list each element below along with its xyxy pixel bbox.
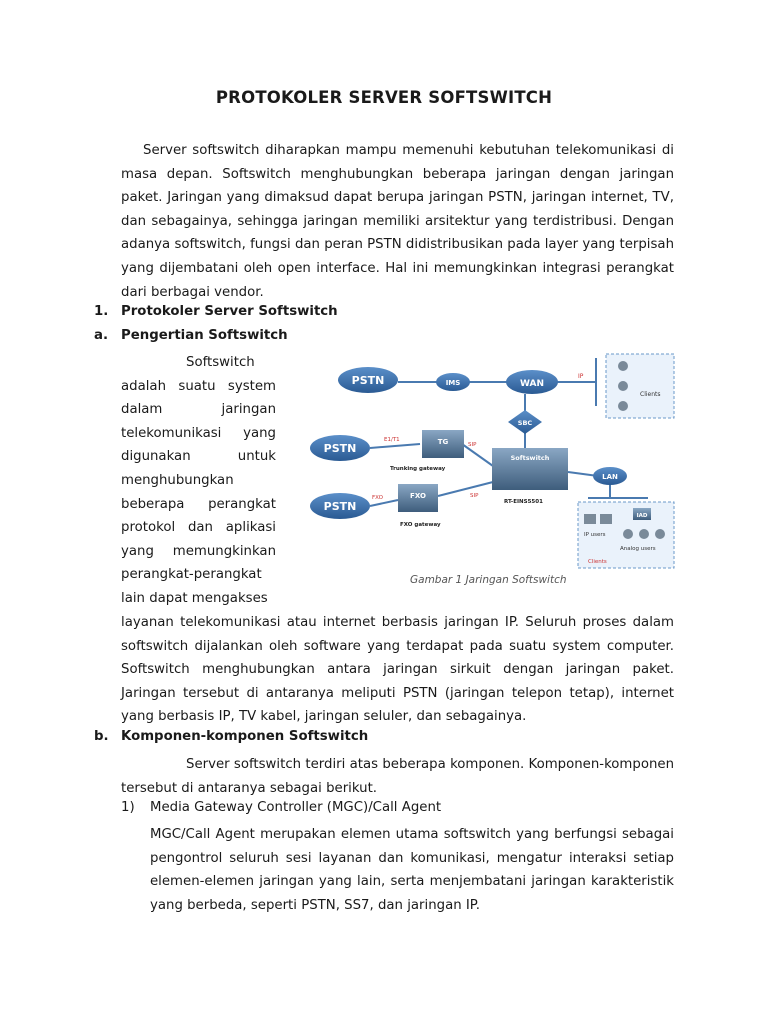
subsection-b-heading: Komponen-komponen Softswitch: [121, 729, 369, 744]
subsection-a-letter: a.: [94, 328, 109, 343]
mgc-description-paragraph: MGC/Call Agent merupakan elemen utama softswitch yang berfungsi sebagai pengontrol seluruh sesi layanan dan komunikasi, mengatur interaksi setiap elemen-elemen jaringan yang lain, serta menjembatani jaringan karakteristik yang berbeda, seperti PSTN, SS7, dan jaringan IP.: [150, 827, 674, 913]
wan-label: WAN: [519, 379, 545, 389]
trunking-gateway-label: Trunking gateway: [390, 466, 446, 472]
list-item-heading: Media Gateway Controller (MGC)/Call Agent: [150, 800, 442, 815]
subsection-a-heading: Pengertian Softswitch: [121, 328, 288, 343]
sbc-label: SBC: [517, 419, 533, 427]
tg-label: TG: [437, 438, 449, 446]
sip-top-label: SIP: [468, 442, 477, 448]
e1t1-link-label: E1/T1: [384, 437, 400, 443]
softswitch-continued-paragraph: layanan telekomunikasi atau internet berbasis jaringan IP. Seluruh proses dalam softswitch dijalankan oleh software yang terdapat pada suatu system computer. Softswitch menghubungkan antara jaringan sirkuit dengan jaringan paket. Jaringan tersebut di antaranya meliputi PSTN (jaringan telepon tetap), internet yang berbasis IP, TV kabel, jaringan seluler, dan sebagainya.: [121, 615, 674, 725]
sip-bottom-label: SIP: [470, 493, 479, 499]
fxo-label: FXO: [410, 492, 426, 500]
list-item-mgc: [121, 800, 441, 815]
softswitch-network-diagram: [288, 348, 678, 594]
softswitch-definition-paragraph: Softswitch adalah suatu system dalam jaringan telekomunikasi yang digunakan untuk menghubungkan beberapa perangkat protokol dan aplikasi yang memungkinkan perangkat-perangkat lain dapat mengakses: [121, 355, 276, 606]
fxo-link-label: FXO: [372, 495, 383, 501]
softswitch-label: Softswitch: [510, 454, 550, 462]
pstn-top-label: PSTN: [351, 374, 385, 387]
pstn-middle-label: PSTN: [323, 442, 357, 455]
fxo-gateway-label: FXO gateway: [400, 522, 441, 528]
section-number: 1.: [94, 304, 109, 319]
document-title: PROTOKOLER SERVER SOFTSWITCH: [215, 88, 553, 107]
list-item-number: 1): [121, 800, 135, 815]
section-heading: Protokoler Server Softswitch: [121, 304, 338, 319]
client-phone-icons: [618, 361, 628, 411]
intro-paragraph: Server softswitch diharapkan mampu memenuhi kebutuhan telekomunikasi di masa depan. Softswitch menghubungkan beberapa jaringan dengan jaringan paket. Jaringan yang dimaksud dapat berupa jaringan PSTN, jaringan internet, TV, dan sebagainya, sehingga jaringan memiliki arsitektur yang terdistribusi. Dengan adanya softswitch, fungsi dan peran PSTN didistribusikan pada layer yang terpisah yang dijembatani oleh open interface. Hal ini memungkinkan integrasi perangkat dari berbagai vendor.: [121, 143, 674, 300]
clients-top-group: [606, 354, 674, 418]
clients-top-label: Clients: [640, 391, 661, 398]
analog-user-icons: [623, 529, 665, 539]
lan-label: LAN: [602, 473, 618, 481]
figure-caption: Gambar 1 Jaringan Softswitch: [410, 574, 567, 586]
rt-model-label: RT-EINS5501: [504, 499, 543, 505]
subsection-b-letter: b.: [94, 729, 109, 744]
ip-link-label: IP: [578, 373, 584, 380]
ip-users-label: IP users: [584, 532, 606, 538]
clients-bottom-label: Clients: [588, 559, 607, 565]
ims-label: IMS: [445, 379, 461, 387]
components-intro-paragraph: Server softswitch terdiri atas beberapa komponen. Komponen-komponen tersebut di antaranya sebagai berikut.: [121, 757, 674, 796]
iad-label: IAD: [636, 513, 648, 519]
analog-users-label: Analog users: [620, 546, 656, 552]
pstn-bottom-label: PSTN: [323, 500, 357, 513]
